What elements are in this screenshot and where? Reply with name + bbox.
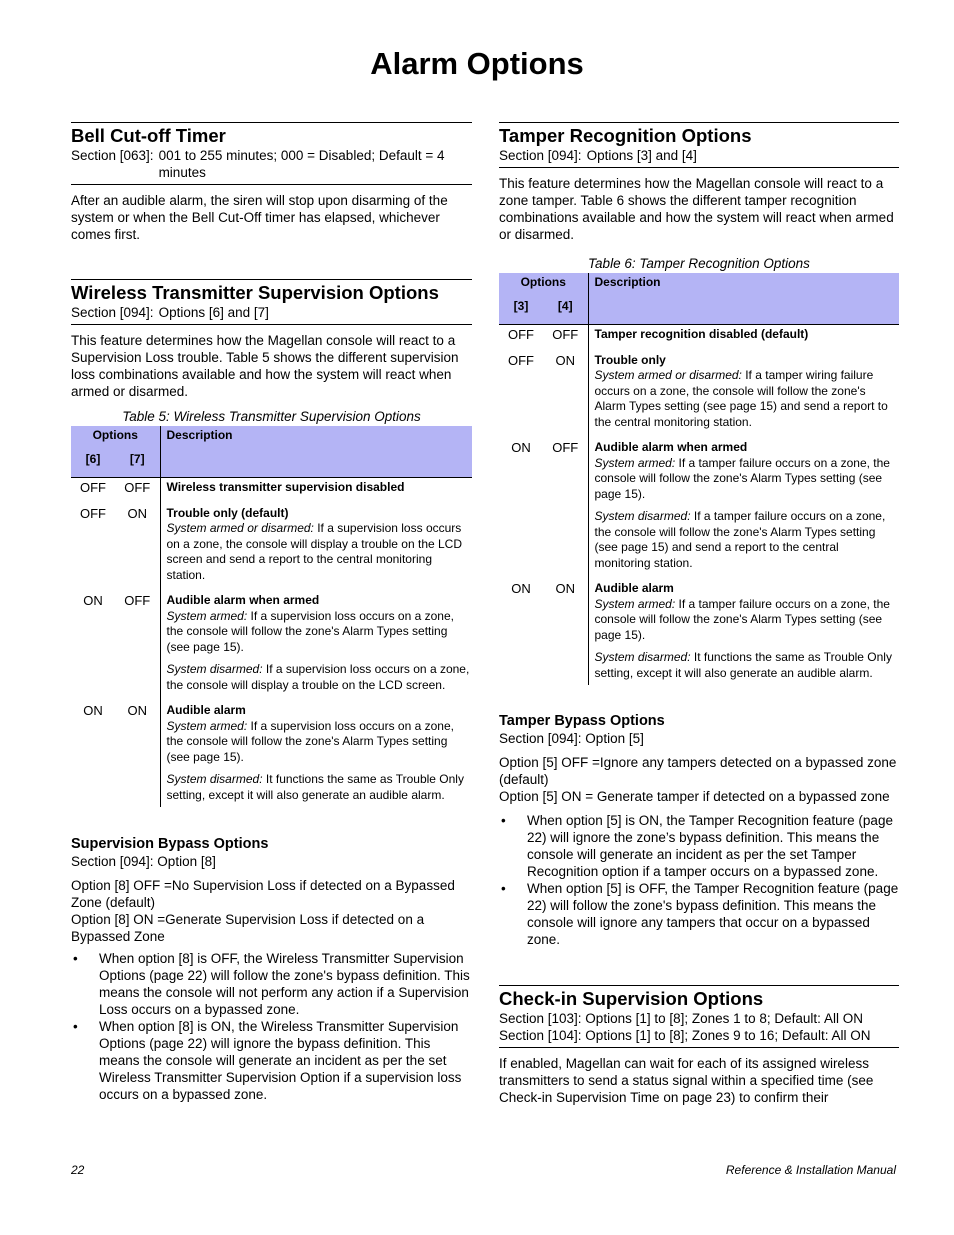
supervision-bypass-bullets	[71, 950, 472, 1103]
wireless-heading: Wireless Transmitter Supervision Options	[71, 279, 472, 304]
bell-section-value: 001 to 255 minutes; 000 = Disabled; Default = 4 minutes	[158, 148, 445, 180]
checkin-section-line-2: Section [104]: Options [1] to [8]; Zones 9 to 16; Default: All ON	[499, 1027, 899, 1048]
table-row-option: ON	[555, 352, 575, 368]
tamper-body: This feature determines how the Magellan console will react to a zone tamper. Table 6 shows the different tamper recognition combinations available and how the system will react when armed or disarmed.	[499, 176, 894, 242]
table-row-option: OFF	[552, 440, 579, 455]
row-title: Wireless transmitter supervision disabled	[166, 480, 405, 494]
wireless-table-caption: Table 5: Wireless Transmitter Supervision Options	[122, 409, 421, 424]
row-title: Audible alarm	[166, 703, 246, 717]
row-detail: It functions the same as Trouble Only setting, except it will also generate an audible alarm.	[166, 772, 464, 802]
table-row-option: OFF	[552, 327, 579, 342]
supervision-bypass-option-on: Option [8] ON =Generate Supervision Loss if detected on a Bypassed Zone	[71, 912, 425, 944]
list-item: • When option [5] is OFF, the Tamper Recognition feature (page 22) will follow the zone's bypass definition. This means the console will ignore any tampers that occur on a bypassed zone.	[499, 880, 899, 948]
row-emphasis: System disarmed:	[594, 650, 691, 664]
table-row-option: ON	[555, 581, 575, 596]
tamper-section-value: Options [3] and [4]	[586, 148, 697, 163]
bell-section-label: Section [063]:	[71, 148, 154, 163]
tamper-bypass-option-off: Option [5] OFF =Ignore any tampers detected on a bypassed zone (default)	[499, 755, 897, 787]
left-column	[71, 122, 472, 1103]
tamper-col-4-header: [4]	[543, 298, 588, 325]
list-item: • When option [8] is OFF, the Wireless Transmitter Supervision Options (page 22) will follow the zone's bypass definition. This means the console will not perform any action if a Supervision Loss occurs on a bypassed zone.	[71, 950, 472, 1018]
table-row-option: ON	[83, 593, 103, 608]
row-title: Audible alarm when armed	[594, 440, 748, 454]
tamper-options-header: Options	[499, 273, 588, 298]
page-number: 22	[71, 1163, 85, 1177]
checkin-section-line-1: Section [103]: Options [1] to [8]; Zones 1 to 8; Default: All ON	[499, 1011, 863, 1026]
row-title: Trouble only (default)	[166, 505, 289, 520]
tamper-bypass-section	[499, 712, 899, 948]
table-row-description	[160, 702, 472, 807]
row-detail: If a supervision loss occurs on a zone, the console will display a trouble on the LCD screen.	[166, 662, 470, 692]
bell-heading: Bell Cut-off Timer	[71, 122, 472, 147]
row-text	[595, 650, 898, 681]
row-emphasis: System armed:	[594, 455, 676, 470]
row-emphasis: System armed:	[594, 596, 676, 611]
row-detail: If a tamper failure occurs on a zone, the console will follow the zone's Alarm Types setting (see page 15).	[594, 596, 890, 642]
bell-section-line	[71, 147, 472, 185]
row-detail: It functions the same as Trouble Only setting, except it will also generate an audible alarm.	[594, 650, 892, 680]
table-row-option: ON	[511, 581, 531, 596]
row-text	[595, 597, 898, 644]
row-emphasis: System armed or disarmed:	[594, 368, 742, 382]
row-detail: If a tamper failure occurs on a zone, the console will follow the zone's Alarm Types setting (see page 15).	[594, 455, 890, 501]
manual-name: Reference & Installation Manual	[725, 1163, 896, 1177]
table-row-option: ON	[127, 505, 147, 521]
row-detail: If a supervision loss occurs on a zone, the console will follow the zone's Alarm Types setting (see page 15).	[166, 608, 454, 654]
table-row-description	[160, 505, 472, 593]
row-emphasis: System armed:	[166, 718, 248, 733]
tamper-section-label: Section [094]:	[499, 148, 582, 163]
supervision-bypass-section-line: Section [094]: Option [8]	[71, 854, 216, 869]
row-title: Audible alarm when armed	[166, 593, 320, 607]
row-text	[595, 368, 898, 430]
row-title: Tamper recognition disabled (default)	[594, 327, 809, 341]
table-row-option: OFF	[124, 593, 151, 608]
row-text	[167, 719, 471, 766]
wireless-options-header: Options	[71, 426, 160, 451]
supervision-bypass-heading: Supervision Bypass Options	[71, 836, 269, 852]
row-emphasis: System disarmed:	[166, 662, 263, 676]
tamper-section-line	[499, 147, 899, 168]
tamper-bypass-bullets	[499, 812, 899, 948]
table-row-description	[588, 325, 899, 352]
tamper-col-3-header: [3]	[499, 298, 543, 325]
tamper-bypass-heading: Tamper Bypass Options	[499, 713, 665, 729]
table-row-option: OFF	[508, 327, 534, 342]
bell-body: After an audible alarm, the siren will stop upon disarming of the system or when the Bell Cut-Off timer has elapsed, whichever comes first.	[71, 193, 448, 242]
wireless-section	[71, 279, 472, 807]
wireless-description-header: Description	[160, 426, 472, 478]
table-row-option: ON	[511, 440, 531, 455]
row-emphasis: System disarmed:	[166, 772, 263, 786]
wireless-table	[71, 426, 472, 807]
tamper-table	[499, 273, 899, 685]
tamper-description-header: Description	[588, 273, 899, 325]
table-row-description	[160, 478, 472, 505]
checkin-body: If enabled, Magellan can wait for each of its assigned wireless transmitters to send a status signal within a specified time (see Check-in Supervision Time on page 23) to confirm their	[499, 1056, 874, 1105]
list-item: • When option [8] is ON, the Wireless Transmitter Supervision Options (page 22) will ignore the bypass definition. This means the console will generate an incident as per the set Wireless Transmitter Supervision Option if a supervision loss occurs on a bypassed zone.	[71, 1018, 472, 1103]
tamper-bypass-section-line: Section [094]: Option [5]	[499, 731, 644, 746]
bell-cutoff-section	[71, 122, 472, 243]
wireless-section-value: Options [6] and [7]	[158, 305, 269, 320]
row-text	[167, 772, 471, 803]
table-row-description	[588, 580, 899, 685]
row-detail: If a tamper failure occurs on a zone, the console will follow the zone's Alarm Types setting (see page 15) and send a report to the central monitoring station.	[594, 509, 886, 570]
table-row-description	[588, 439, 899, 580]
supervision-bypass-option-off: Option [8] OFF =No Supervision Loss if detected on a Bypassed Zone (default)	[71, 878, 455, 910]
right-column	[499, 122, 899, 1106]
table-row-option: ON	[83, 703, 103, 718]
row-text	[167, 662, 471, 693]
row-text	[167, 521, 471, 583]
row-title: Audible alarm	[594, 581, 674, 595]
row-text	[595, 509, 898, 571]
supervision-bypass-section	[71, 835, 472, 1103]
row-emphasis: System disarmed:	[594, 509, 691, 523]
tamper-table-caption: Table 6: Tamper Recognition Options	[588, 256, 810, 271]
table-row-option: OFF	[80, 505, 106, 521]
checkin-section	[499, 985, 899, 1106]
table-row-option: OFF	[508, 352, 534, 368]
table-row-option: OFF	[124, 480, 151, 495]
list-item: • When option [5] is ON, the Tamper Recognition feature (page 22) will ignore the zone’s bypass definition. This means the console will generate an incident as per the set Tamper Recognition option if a tamper occurs on a bypassed zone.	[499, 812, 899, 880]
wireless-section-line	[71, 304, 472, 325]
table-row-option: OFF	[80, 480, 106, 495]
wireless-body: This feature determines how the Magellan console will react to a Supervision Loss trouble. Table 5 shows the different supervision loss combinations available and how the system will react when armed or disarmed.	[71, 333, 459, 399]
row-emphasis: System armed or disarmed:	[166, 521, 314, 535]
table-row-option: ON	[127, 703, 147, 718]
tamper-heading: Tamper Recognition Options	[499, 122, 899, 147]
wireless-col-6-header: [6]	[71, 451, 115, 478]
row-emphasis: System armed:	[166, 608, 248, 623]
checkin-heading: Check-in Supervision Options	[499, 985, 899, 1010]
table-row-description	[160, 592, 472, 702]
wireless-col-7-header: [7]	[115, 451, 160, 478]
row-text	[595, 456, 898, 503]
row-text	[167, 609, 471, 656]
page-title: Alarm Options	[370, 46, 584, 81]
row-detail: If a supervision loss occurs on a zone, the console will follow the zone's Alarm Types setting (see page 15).	[166, 718, 454, 764]
table-row-description	[588, 352, 899, 440]
wireless-section-label: Section [094]:	[71, 305, 154, 320]
row-detail: If a supervision loss occurs on a zone, the console will display a trouble on the LCD screen and send a report to the central monitoring station.	[166, 521, 463, 582]
tamper-section	[499, 122, 899, 685]
row-title: Trouble only	[594, 352, 666, 367]
row-detail: If a tamper wiring failure occurs on a zone, the console will follow the zone's Alarm Types setting (see page 15) and send a report to the central monitoring station.	[594, 368, 888, 429]
tamper-bypass-option-on: Option [5] ON = Generate tamper if detected on a bypassed zone	[499, 789, 890, 804]
